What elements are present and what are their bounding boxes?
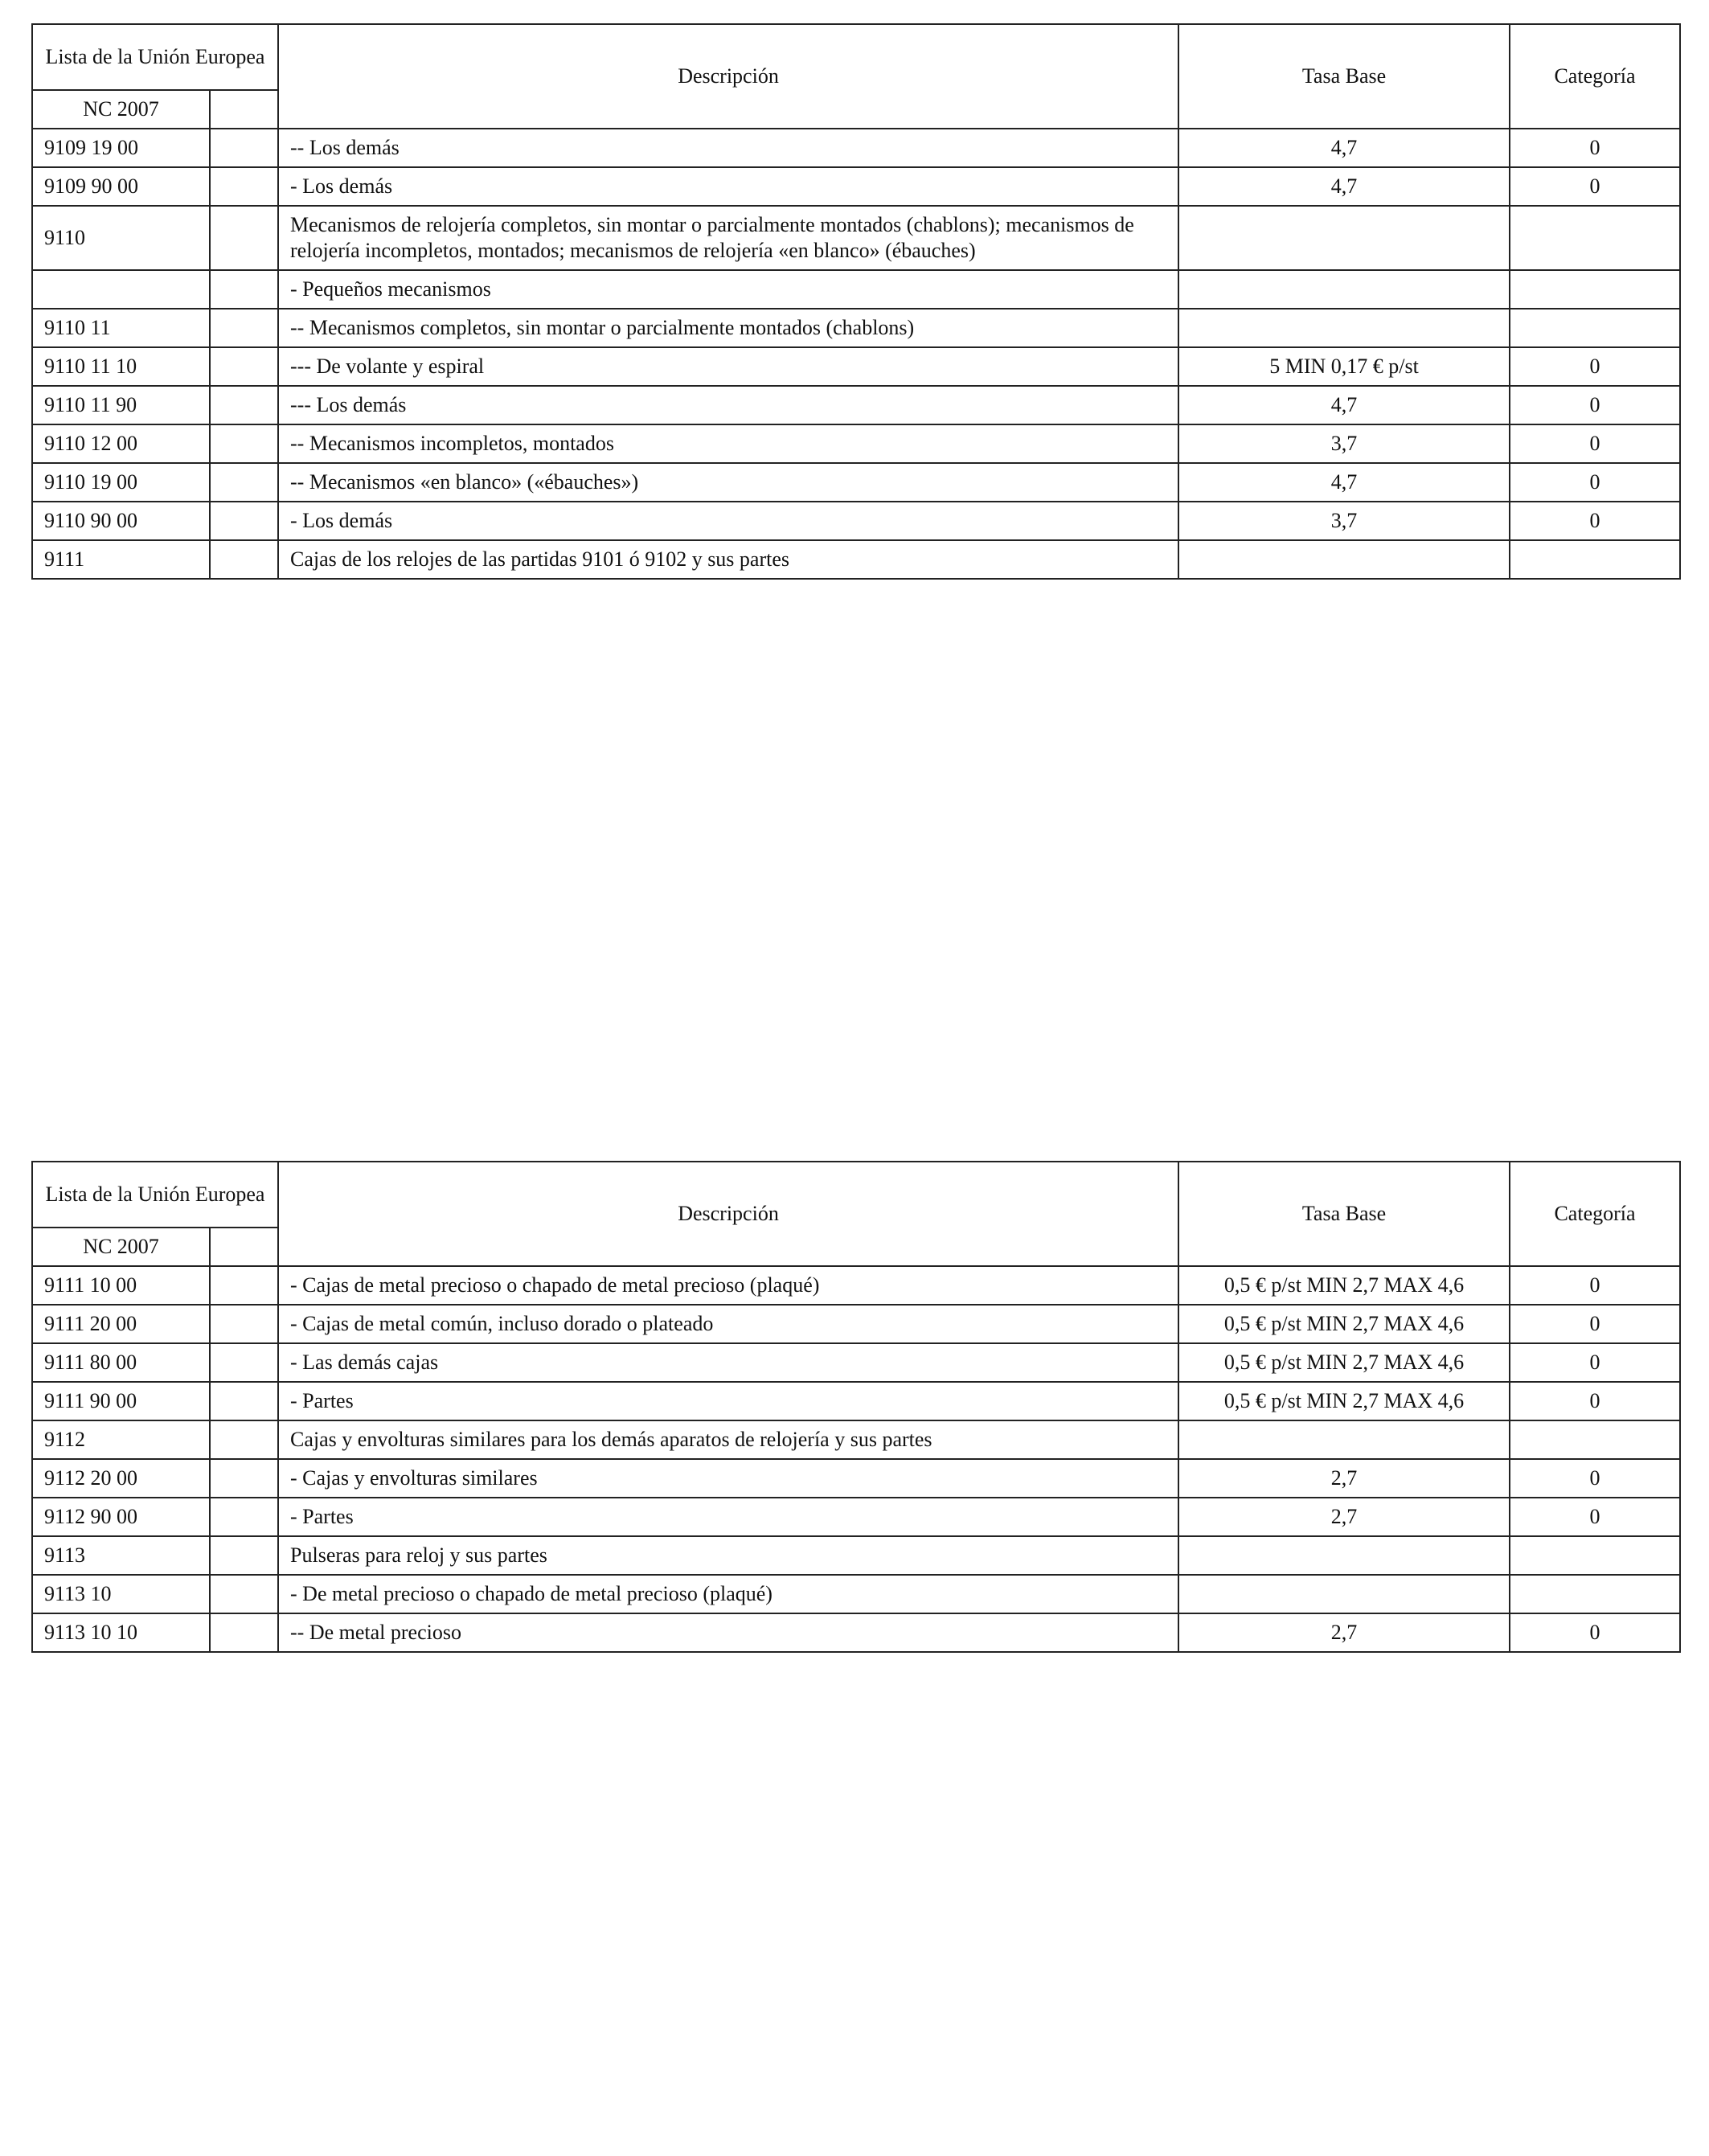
table-row — [32, 1498, 1680, 1536]
code-cell: 9111 20 00 — [32, 1305, 210, 1343]
code-cell: 9112 — [32, 1420, 210, 1459]
base-rate-cell — [1178, 1536, 1510, 1575]
table-row — [32, 1382, 1680, 1420]
header-row — [32, 24, 1680, 90]
base-rate-cell: 0,5 € p/st MIN 2,7 MAX 4,6 — [1178, 1382, 1510, 1420]
base-rate-cell — [1178, 1575, 1510, 1613]
code-cell: 9109 90 00 — [32, 167, 210, 206]
nc-header: NC 2007 — [32, 1228, 210, 1266]
category-cell: 0 — [1510, 386, 1680, 424]
code-cell: 9110 90 00 — [32, 502, 210, 540]
description-cell: --- De volante y espiral — [278, 347, 1178, 386]
category-cell: 0 — [1510, 424, 1680, 463]
spacer-cell — [210, 1536, 278, 1575]
code-cell: 9110 11 — [32, 309, 210, 347]
description-header: Descripción — [278, 24, 1178, 129]
base-rate-cell: 4,7 — [1178, 463, 1510, 502]
code-cell: 9111 — [32, 540, 210, 579]
list-header: Lista de la Unión Europea — [32, 24, 278, 90]
base-rate-cell — [1178, 540, 1510, 579]
table-row — [32, 424, 1680, 463]
base-rate-cell: 0,5 € p/st MIN 2,7 MAX 4,6 — [1178, 1343, 1510, 1382]
category-cell: 0 — [1510, 1305, 1680, 1343]
table-row — [32, 347, 1680, 386]
base-rate-cell: 2,7 — [1178, 1613, 1510, 1652]
description-cell: - Partes — [278, 1498, 1178, 1536]
table-body — [32, 24, 1680, 579]
base-rate-cell — [1178, 309, 1510, 347]
code-cell: 9113 10 10 — [32, 1613, 210, 1652]
category-cell: 0 — [1510, 347, 1680, 386]
spacer-cell — [210, 1266, 278, 1305]
base-rate-header: Tasa Base — [1178, 1162, 1510, 1266]
code-cell: 9110 19 00 — [32, 463, 210, 502]
description-cell: Pulseras para reloj y sus partes — [278, 1536, 1178, 1575]
description-cell: - Los demás — [278, 167, 1178, 206]
spacer-cell — [210, 424, 278, 463]
base-rate-cell: 0,5 € p/st MIN 2,7 MAX 4,6 — [1178, 1266, 1510, 1305]
category-cell — [1510, 206, 1680, 270]
spacer-cell — [210, 1613, 278, 1652]
category-cell: 0 — [1510, 463, 1680, 502]
table-row — [32, 1343, 1680, 1382]
description-cell: - Cajas y envolturas similares — [278, 1459, 1178, 1498]
category-cell: 0 — [1510, 1613, 1680, 1652]
code-cell: 9111 90 00 — [32, 1382, 210, 1420]
table-row — [32, 309, 1680, 347]
table-row — [32, 270, 1680, 309]
code-cell: 9110 11 10 — [32, 347, 210, 386]
table-row — [32, 206, 1680, 270]
spacer-cell — [210, 1305, 278, 1343]
spacer-cell — [210, 463, 278, 502]
description-header: Descripción — [278, 1162, 1178, 1266]
base-rate-cell: 4,7 — [1178, 129, 1510, 167]
description-cell: -- De metal precioso — [278, 1613, 1178, 1652]
category-header: Categoría — [1510, 1162, 1680, 1266]
description-cell: Cajas y envolturas similares para los demás aparatos de relojería y sus partes — [278, 1420, 1178, 1459]
category-cell: 0 — [1510, 1498, 1680, 1536]
description-cell: -- Los demás — [278, 129, 1178, 167]
table-row — [32, 463, 1680, 502]
table-body — [32, 1162, 1680, 1652]
table-row — [32, 386, 1680, 424]
description-cell: - Las demás cajas — [278, 1343, 1178, 1382]
tariff-table-1 — [31, 23, 1681, 580]
table-row — [32, 1420, 1680, 1459]
table-row — [32, 1575, 1680, 1613]
category-cell: 0 — [1510, 1382, 1680, 1420]
table-row — [32, 1459, 1680, 1498]
base-rate-cell: 3,7 — [1178, 424, 1510, 463]
spacer-cell — [210, 502, 278, 540]
table-row — [32, 167, 1680, 206]
spacer-cell — [210, 347, 278, 386]
code-cell: 9112 90 00 — [32, 1498, 210, 1536]
table-row — [32, 129, 1680, 167]
tariff-table-2 — [31, 1161, 1681, 1653]
code-cell: 9111 80 00 — [32, 1343, 210, 1382]
spacer-cell — [210, 1498, 278, 1536]
spacer-cell — [210, 167, 278, 206]
base-rate-cell — [1178, 1420, 1510, 1459]
code-cell: 9113 — [32, 1536, 210, 1575]
base-rate-cell: 4,7 — [1178, 167, 1510, 206]
category-header: Categoría — [1510, 24, 1680, 129]
base-rate-cell — [1178, 270, 1510, 309]
code-cell: 9112 20 00 — [32, 1459, 210, 1498]
category-cell: 0 — [1510, 1459, 1680, 1498]
category-cell — [1510, 309, 1680, 347]
spacer-cell — [210, 309, 278, 347]
spacer-cell — [210, 206, 278, 270]
spacer-cell — [210, 270, 278, 309]
category-cell — [1510, 1420, 1680, 1459]
list-header: Lista de la Unión Europea — [32, 1162, 278, 1228]
nc-header: NC 2007 — [32, 90, 210, 129]
code-cell: 9110 — [32, 206, 210, 270]
table-row — [32, 1613, 1680, 1652]
description-cell: - Cajas de metal precioso o chapado de metal precioso (plaqué) — [278, 1266, 1178, 1305]
description-cell: Mecanismos de relojería completos, sin montar o parcialmente montados (chablons); mecanismos de relojería incompletos, montados; mecanismos de relojería «en blanco» (ébauches) — [278, 206, 1178, 270]
category-cell — [1510, 270, 1680, 309]
description-cell: -- Mecanismos incompletos, montados — [278, 424, 1178, 463]
base-rate-cell: 4,7 — [1178, 386, 1510, 424]
category-cell — [1510, 540, 1680, 579]
category-cell: 0 — [1510, 167, 1680, 206]
spacer-cell — [210, 540, 278, 579]
empty-header-cell — [210, 90, 278, 129]
base-rate-cell: 5 MIN 0,17 € p/st — [1178, 347, 1510, 386]
table-row — [32, 1536, 1680, 1575]
spacer-cell — [210, 1382, 278, 1420]
header-row — [32, 1162, 1680, 1228]
description-cell: -- Mecanismos «en blanco» («ébauches») — [278, 463, 1178, 502]
category-cell: 0 — [1510, 1343, 1680, 1382]
base-rate-cell: 2,7 — [1178, 1498, 1510, 1536]
description-cell: - De metal precioso o chapado de metal precioso (plaqué) — [278, 1575, 1178, 1613]
spacer-cell — [210, 1343, 278, 1382]
spacer-cell — [210, 386, 278, 424]
spacer-cell — [210, 1420, 278, 1459]
base-rate-cell — [1178, 206, 1510, 270]
category-cell — [1510, 1536, 1680, 1575]
table-row — [32, 540, 1680, 579]
base-rate-cell: 0,5 € p/st MIN 2,7 MAX 4,6 — [1178, 1305, 1510, 1343]
category-cell — [1510, 1575, 1680, 1613]
description-cell: -- Mecanismos completos, sin montar o parcialmente montados (chablons) — [278, 309, 1178, 347]
code-cell: 9111 10 00 — [32, 1266, 210, 1305]
description-cell: - Pequeños mecanismos — [278, 270, 1178, 309]
spacer-cell — [210, 1575, 278, 1613]
spacer-cell — [210, 129, 278, 167]
table-row — [32, 1266, 1680, 1305]
description-cell: --- Los demás — [278, 386, 1178, 424]
empty-header-cell — [210, 1228, 278, 1266]
code-cell — [32, 270, 210, 309]
description-cell: Cajas de los relojes de las partidas 9101 ó 9102 y sus partes — [278, 540, 1178, 579]
description-cell: - Partes — [278, 1382, 1178, 1420]
description-cell: - Cajas de metal común, incluso dorado o plateado — [278, 1305, 1178, 1343]
spacer-cell — [210, 1459, 278, 1498]
table-row — [32, 502, 1680, 540]
code-cell: 9110 11 90 — [32, 386, 210, 424]
base-rate-cell: 3,7 — [1178, 502, 1510, 540]
base-rate-cell: 2,7 — [1178, 1459, 1510, 1498]
code-cell: 9113 10 — [32, 1575, 210, 1613]
code-cell: 9110 12 00 — [32, 424, 210, 463]
category-cell: 0 — [1510, 502, 1680, 540]
code-cell: 9109 19 00 — [32, 129, 210, 167]
category-cell: 0 — [1510, 129, 1680, 167]
category-cell: 0 — [1510, 1266, 1680, 1305]
base-rate-header: Tasa Base — [1178, 24, 1510, 129]
description-cell: - Los demás — [278, 502, 1178, 540]
table-row — [32, 1305, 1680, 1343]
